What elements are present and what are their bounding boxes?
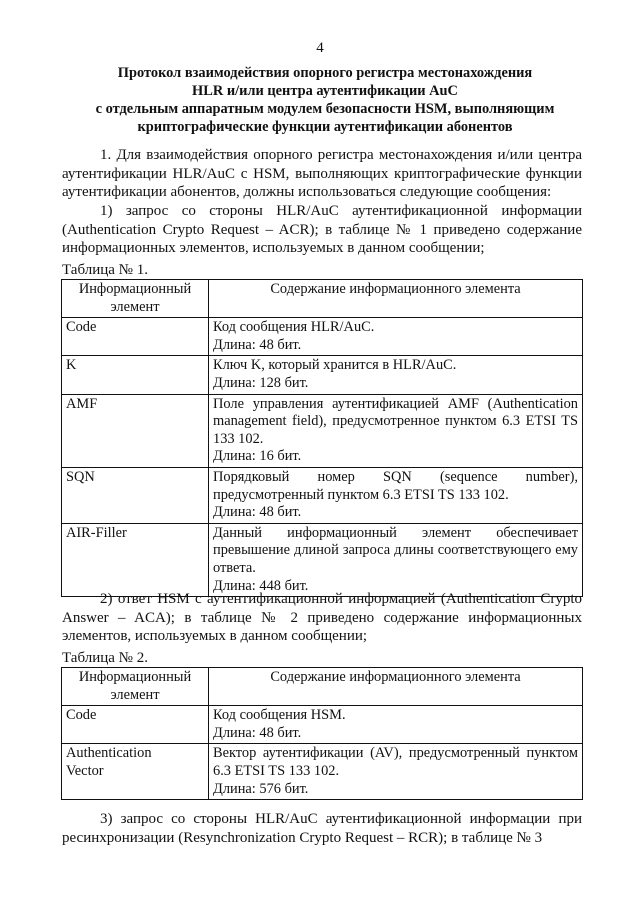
element-text: Code — [66, 707, 97, 724]
description-cell — [209, 394, 583, 467]
description-cell — [209, 706, 583, 744]
length-text: Длина: 48 бит. — [213, 336, 302, 353]
item3-paragraph: 3) запрос со стороны HLR/AuC аутентификационной информации при ресинхронизации (Resynchronization Crypto Request – RCR); в таблице № 3 — [62, 811, 582, 846]
header-text: элемент — [110, 298, 160, 315]
table-header-row — [62, 280, 583, 318]
length-text: Длина: 448 бит. — [213, 577, 309, 594]
table-row — [62, 394, 583, 467]
table-row — [62, 523, 583, 596]
title-line: с отдельным аппаратным модулем безопасности HSM, выполняющим — [95, 101, 555, 117]
description-text: Данный информационный элемент обеспечивает превышение длиной запроса длины соответствующего ему ответа. — [213, 524, 578, 576]
title-line: Протокол взаимодействия опорного регистра местонахождения — [117, 65, 533, 81]
header-text: Информационный — [78, 281, 192, 297]
element-cell: SQN — [62, 467, 209, 523]
length-text: Длина: 128 бит. — [213, 374, 309, 391]
table-header-element — [62, 668, 209, 706]
table1 — [61, 279, 583, 597]
length-text: Длина: 48 бит. — [213, 504, 302, 521]
table-header-content: Содержание информационного элемента — [209, 668, 583, 706]
table-row — [62, 318, 583, 356]
description-text: Код сообщения HLR/AuC. — [213, 319, 375, 336]
table-row — [62, 356, 583, 394]
element-text: Vector — [66, 762, 104, 779]
element-cell: AIR-Filler — [62, 523, 209, 596]
table1-caption: Таблица № 1. — [62, 262, 148, 278]
item1-paragraph: 1) запрос со стороны HLR/AuC аутентификационной информации (Authentication Crypto Request – ACR); в таблице № 1 приведено содержание информационных элементов, используемых в данном сообщении; — [62, 203, 582, 256]
description-text: Порядковый номер SQN (sequence number), предусмотренный пунктом 6.3 ETSI TS 133 102. — [213, 468, 578, 503]
table-header-element — [62, 280, 209, 318]
description-text: Вектор аутентификации (AV), предусмотренный пунктом 6.3 ETSI TS 133 102. — [213, 745, 578, 779]
length-text: Длина: 48 бит. — [213, 724, 302, 741]
header-text: Информационный — [78, 669, 192, 685]
page-number: 4 — [316, 40, 324, 56]
table-header-content: Содержание информационного элемента — [209, 280, 583, 318]
table-row — [62, 706, 583, 744]
element-cell: Code — [62, 318, 209, 356]
description-cell — [209, 744, 583, 800]
element-cell: AMF — [62, 394, 209, 467]
table-row — [62, 744, 583, 800]
document-title — [60, 64, 590, 136]
length-text: Длина: 16 бит. — [213, 448, 302, 465]
intro-paragraph: 1. Для взаимодействия опорного регистра местонахождения и/или центра аутентификации HLR/AuC с HSM, выполняющих криптографические функции аутентификации абонентов, должны использоваться следующие сообщения: — [62, 147, 582, 200]
description-cell — [209, 523, 583, 596]
description-cell — [209, 318, 583, 356]
element-cell — [62, 744, 209, 800]
item2-paragraph: 2) ответ HSM с аутентификационной информацией (Authentication Crypto Answer – ACA); в таблице № 2 приведено содержание информационных элементов, используемых в данном сообщении; — [62, 591, 582, 644]
description-text: Код сообщения HSM. — [213, 707, 346, 724]
table2 — [61, 667, 583, 800]
element-text: Authentication — [66, 745, 152, 762]
header-text: элемент — [110, 686, 160, 703]
description-text: Поле управления аутентификацией AMF (Authentication management field), предусмотренное пунктом 6.3 ETSI TS 133 102. — [213, 395, 578, 447]
description-text: Ключ K, который хранится в HLR/AuC. — [213, 357, 457, 374]
description-cell — [209, 356, 583, 394]
table2-caption: Таблица № 2. — [62, 650, 148, 666]
element-cell: K — [62, 356, 209, 394]
length-text: Длина: 576 бит. — [213, 780, 309, 797]
title-line: криптографические функции аутентификации абонентов — [137, 119, 513, 135]
element-cell — [62, 706, 209, 744]
title-line: HLR и/или центра аутентификации AuC — [192, 83, 458, 99]
table-header-row — [62, 668, 583, 706]
table-row — [62, 467, 583, 523]
description-cell — [209, 467, 583, 523]
